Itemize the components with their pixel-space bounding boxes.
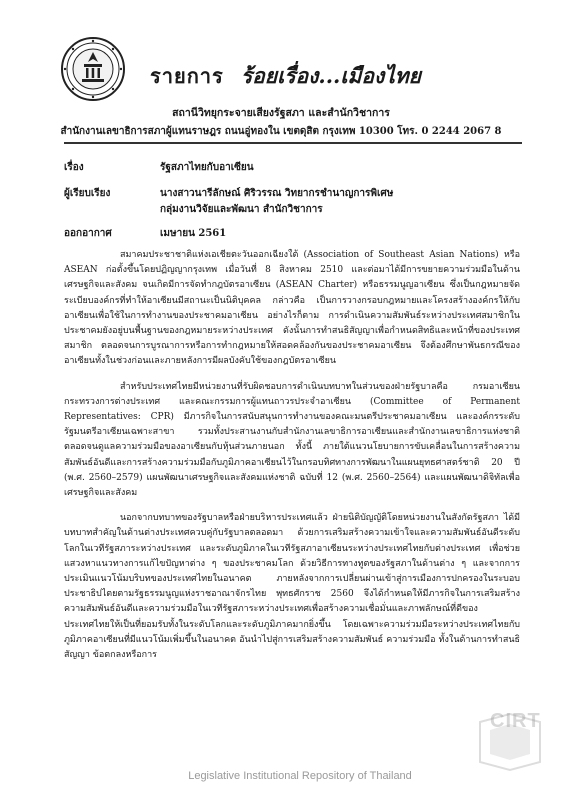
document-body bbox=[64, 248, 520, 673]
author-department: กลุ่มงานวิจัยและพัฒนา สำนักวิชาการ bbox=[160, 204, 323, 215]
airdate-label: ออกอากาศ bbox=[64, 228, 112, 239]
header-divider bbox=[64, 142, 522, 144]
airdate-value: เมษายน 2561 bbox=[160, 228, 227, 239]
topic-label: เรื่อง bbox=[64, 162, 84, 173]
paragraph-3: นอกจากบทบาทของรัฐบาลหรือฝ่ายบริหารประเทศแล้ว ฝ่ายนิติบัญญัติโดยหน่วยงานในสังกัดรัฐสภา ได้มีบทบาทสำคัญในด้านต่างประเทศควบคู่กับรัฐบาลตลอดมา ด้วยการเสริมสร้างความเข้าใจและความสัมพันธ์อันดีระดับโลกในเวทีรัฐสภาระหว่างประเทศ และระดับภูมิภาคในเวทีรัฐสภาอาเซียนระหว่างประเทศไทยกับต่างประเทศ เพื่อช่วยแสวงหาแนวทางการแก้ไขปัญหาต่าง ๆ ของประชาคมโลก ด้วยวิธีการทางทูตของรัฐสภาในด้านต่าง ๆ และจากการประเมินแนวโน้มบริบทของประเทศไทยในอนาคต ภายหลังจากการเปลี่ยนผ่านเข้าสู่การเมืองการปกครองในระบอบประชาธิปไตยตามรัฐธรรมนูญแห่งราชอาณาจักรไทย พุทธศักราช 2560 จึงได้กำหนดให้มีภารกิจในการเสริมสร้างความสัมพันธ์อันดีและความร่วมมือในเวทีรัฐสภาระหว่างประเทศเพื่อสร้างความเชื่อมั่นและภาพลักษณ์ที่ดีของประเทศไทยให้เป็นที่ยอมรับทั้งในระดับโลกและระดับภูมิภาคมากยิ่งขึ้น โดยเฉพาะความร่วมมือระหว่างประเทศไทยกับภูมิภาคอาเซียนที่มีแนวโน้มเพิ่มขึ้นในอนาคต อันนำไปสู่การเสริมสร้างความสัมพันธ์ ความร่วมมือ ทั้งในด้านการทำสนธิสัญญา ข้อตกลงหรือการ bbox=[64, 513, 520, 661]
program-label: รายการ bbox=[150, 64, 224, 88]
paragraph-2: สำหรับประเทศไทยมีหน่วยงานที่รับผิดชอบการดำเนินบทบาทในส่วนของฝ่ายรัฐบาลคือ กรมอาเซียน กระทรวงการต่างประเทศ และคณะกรรมการผู้แทนถาวรประจำอาเซียน (Committee of Permanent Representatives: CPR) มีภารกิจในการสนับสนุนการทำงานของคณะมนตรีประชาคมอาเซียน และองค์กรระดับรัฐมนตรีอาเซียนเฉพาะสาขา รวมทั้งประสานงานกับสำนักงานเลขาธิการอาเซียนและสำนักงานเลขาธิการแห่งชาติ ตลอดจนดูแลความร่วมมือของอาเซียนกับหุ้นส่วนภายนอก ทั้งนี้ ภายใต้แนวนโยบายการขับเคลื่อนในการสร้างความสัมพันธ์อันดีและการสร้างความร่วมมือกับภูมิภาคอาเซียนไว้ในกรอบทิศทางการพัฒนาในแผนยุทธศาสตร์ชาติ 20 ปี (พ.ศ. 2560–2579) แผนพัฒนาเศรษฐกิจและสังคมแห่งชาติ ฉบับที่ 12 (พ.ศ. 2560–2564) และแผนพัฒนาดิจิทัลเพื่อเศรษฐกิจและสังคม bbox=[64, 381, 520, 499]
program-name: ร้อยเรื่อง...เมืองไทย bbox=[240, 63, 421, 88]
program-title bbox=[150, 60, 510, 93]
repository-caption: Legislative Institutional Repository of Thailand bbox=[188, 770, 412, 782]
repository-logo-letters: CIRT bbox=[490, 710, 541, 732]
paragraph-1: สมาคมประชาชาติแห่งเอเชียตะวันออกเฉียงใต้ (Association of Southeast Asian Nations) หรือ ASEAN ก่อตั้งขึ้นโดยปฏิญญากรุงเทพ เมื่อวันที่ 8 สิงหาคม 2510 และต่อมาได้มีการขยายความร่วมมือในด้านเศรษฐกิจและสังคม จนเกิดมีการจัดทำกฎบัตรอาเซียน (ASEAN Charter) หรือธรรมนูญอาเซียน ซึ่งเป็นกฎหมายจัดระเบียบองค์กรที่ทำให้อาเซียนมีสถานะเป็นนิติบุคคล กล่าวคือ เป็นการวางกรอบกฎหมายและโครงสร้างองค์กรให้กับอาเซียนเพื่อใช้ในการทำงานของประชาคมอาเซียน อย่างไรก็ตาม การดำเนินความสัมพันธ์ระหว่างประเทศสมาชิกในประชาคมยังอยู่บนพื้นฐานของกฎหมายระหว่างประเทศ ดังนั้นการทำสนธิสัญญาเพื่อกำหนดสิทธิและหน้าที่ของประเทศสมาชิก ตลอดจนการบูรณาการหรือการทำกฎหมายให้สอดคล้องกันของประชาคมอาเซียน จึงต้องศึกษาพันธกรณีของอาเซียนทั้งในช่วงก่อนและภายหลังการมีผลบังคับใช้ของกฎบัตรอาเซียน bbox=[64, 250, 520, 367]
station-line: สถานีวิทยุกระจายเสียงรัฐสภา และสำนักวิชาการ bbox=[172, 107, 390, 119]
parliament-seal-icon bbox=[60, 36, 126, 102]
author-value: นางสาวนารีลักษณ์ ศิริวรรณ วิทยากรชำนาญการพิเศษ bbox=[160, 188, 394, 199]
office-address-line: สำนักงานเลขาธิการสภาผู้แทนราษฎร ถนนอู่ทองใน เขตดุสิต กรุงเทพ 10300 โทร. 0 2244 2067 8 bbox=[60, 126, 502, 137]
topic-value: รัฐสภาไทยกับอาเซียน bbox=[160, 162, 254, 173]
author-label: ผู้เรียบเรียง bbox=[64, 188, 111, 199]
